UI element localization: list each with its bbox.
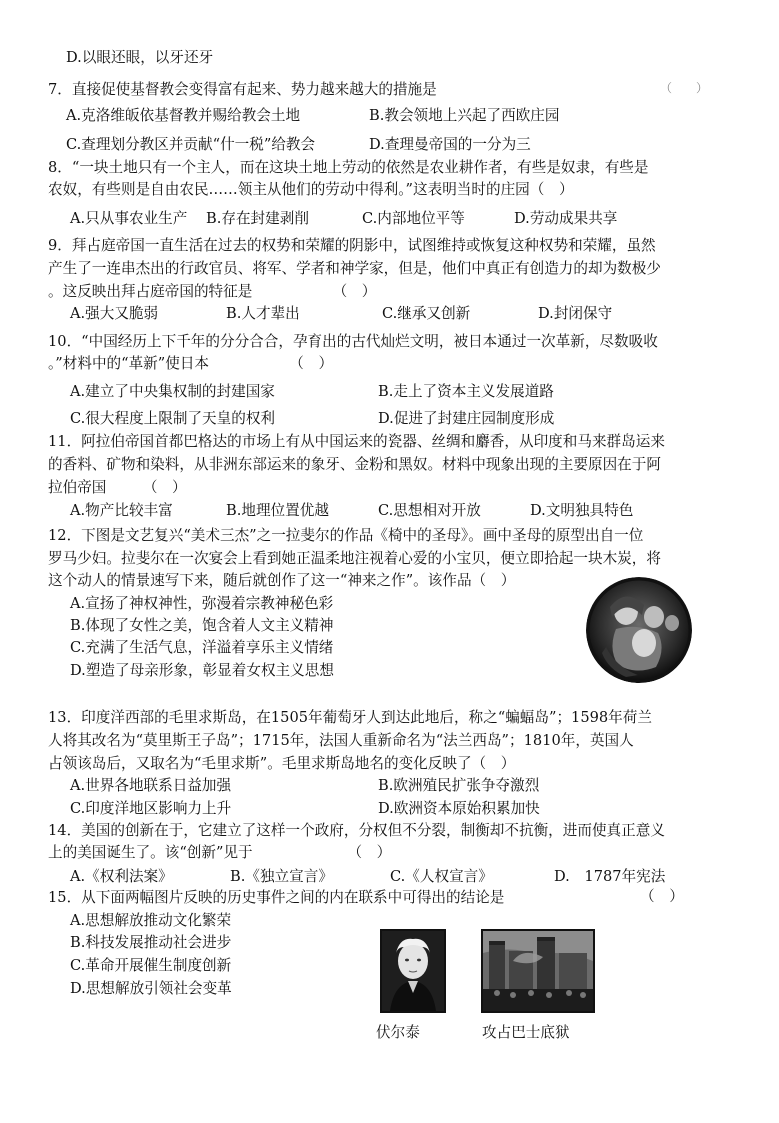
q10-option-c[interactable]: C.很大程度上限制了天皇的权利 — [70, 410, 276, 427]
q11-option-a[interactable]: A.物产比较丰富 — [70, 502, 173, 519]
q15-answer-bracket[interactable]: （ ） — [640, 888, 684, 905]
q8-option-a[interactable]: A.只从事农业生产 — [70, 210, 188, 227]
q12-option-c[interactable]: C.充满了生活气息，洋溢着享乐主义情绪 — [70, 639, 334, 656]
q13-stem-line2: 人将其改名为“莫里斯王子岛”；1715年，法国人重新命名为“法兰西岛”；1810年，英国人 — [48, 732, 634, 749]
q12-stem-line1: 12．下图是文艺复兴“美术三杰”之一拉斐尔的作品《椅中的圣母》。画中圣母的原型出自一位 — [48, 527, 644, 544]
q15-option-d[interactable]: D.思想解放引领社会变革 — [70, 980, 232, 997]
q12-option-a[interactable]: A.宣扬了神权神性，弥漫着宗教神秘色彩 — [70, 595, 334, 612]
q7-option-d[interactable]: D.查理曼帝国的一分为三 — [369, 136, 531, 153]
madonna-painting-image — [586, 577, 692, 683]
q7-answer-bracket[interactable]: （ ） — [660, 81, 709, 95]
q14-option-c[interactable]: C.《人权宣言》 — [390, 868, 493, 885]
q9-option-d[interactable]: D.封闭保守 — [538, 305, 613, 322]
q13-stem-line1: 13．印度洋西部的毛里求斯岛，在1505年葡萄牙人到达此地后，称之“蝙蝠岛”；1598年荷兰 — [48, 709, 652, 726]
bastille-caption: 攻占巴士底狱 — [482, 1024, 570, 1041]
q10-stem-line1: 10．“中国经历上下千年的分分合合，孕育出的古代灿烂文明，被日本通过一次革新，尽数吸收 — [48, 333, 658, 350]
q11-stem-line3: 拉伯帝国 （ ） — [48, 479, 187, 496]
q6-option-d[interactable]: D.以眼还眼，以牙还牙 — [66, 49, 214, 66]
q10-option-a[interactable]: A.建立了中央集权制的封建国家 — [70, 383, 275, 400]
q12-option-d[interactable]: D.塑造了母亲形象，彰显着女权主义思想 — [70, 662, 334, 679]
q9-option-a[interactable]: A.强大又脆弱 — [70, 305, 159, 322]
q13-option-a[interactable]: A.世界各地联系日益加强 — [70, 777, 232, 794]
q11-option-b[interactable]: B.地理位置优越 — [226, 502, 329, 519]
q10-option-d[interactable]: D.促进了封建庄园制度形成 — [378, 410, 555, 427]
q14-option-b[interactable]: B.《独立宣言》 — [230, 868, 333, 885]
q9-option-b[interactable]: B.人才辈出 — [226, 305, 300, 322]
q8-option-b[interactable]: B.存在封建剥削 — [206, 210, 309, 227]
q7-option-a[interactable]: A.克洛维皈依基督教并赐给教会土地 — [66, 107, 301, 124]
q14-option-d[interactable]: D. 1787年宪法 — [554, 868, 666, 885]
q15-stem: 15．从下面两幅图片反映的历史事件之间的内在联系中可得出的结论是 — [48, 889, 505, 906]
q13-option-d[interactable]: D.欧洲资本原始积累加快 — [378, 800, 540, 817]
q10-stem-line2: 。”材料中的“革新”使日本 （ ） — [48, 355, 334, 372]
q12-option-b[interactable]: B.体现了女性之美，饱含着人文主义精神 — [70, 617, 334, 634]
q9-option-c[interactable]: C.继承又创新 — [382, 305, 471, 322]
q11-stem-line2: 的香料、矿物和染料，从非洲东部运来的象牙、金粉和黑奴。材料中现象出现的主要原因在于阿 — [48, 456, 661, 473]
bastille-storming-image — [481, 929, 595, 1013]
q9-stem-line3: 。这反映出拜占庭帝国的特征是 （ ） — [48, 283, 377, 300]
voltaire-caption: 伏尔泰 — [376, 1024, 420, 1041]
q8-option-d[interactable]: D.劳动成果共享 — [514, 210, 618, 227]
voltaire-portrait-image — [380, 929, 446, 1013]
q13-option-b[interactable]: B.欧洲殖民扩张争夺激烈 — [378, 777, 540, 794]
q15-option-b[interactable]: B.科技发展推动社会进步 — [70, 934, 232, 951]
q9-stem-line2: 产生了一连串杰出的行政官员、将军、学者和神学家，但是，他们中真正有创造力的却为数极少 — [48, 260, 661, 277]
q7-option-b[interactable]: B.教会领地上兴起了西欧庄园 — [369, 107, 560, 124]
q11-stem-line1: 11．阿拉伯帝国首都巴格达的市场上有从中国运来的瓷器、丝绸和麝香，从印度和马来群岛运来 — [48, 433, 665, 450]
q12-stem-line2: 罗马少妇。拉斐尔在一次宴会上看到她正温柔地注视着心爱的小宝贝，便立即拾起一块木炭，将 — [48, 550, 661, 567]
q15-option-c[interactable]: C.革命开展催生制度创新 — [70, 957, 232, 974]
q10-option-b[interactable]: B.走上了资本主义发展道路 — [378, 383, 554, 400]
q8-stem-line2: 农奴，有些则是自由农民……领主从他们的劳动中得利。”这表明当时的庄园（ ） — [48, 181, 574, 198]
q12-stem-line3: 这个动人的情景速写下来，随后就创作了这一“神来之作”。该作品（ ） — [48, 572, 516, 589]
q11-option-d[interactable]: D.文明独具特色 — [530, 502, 634, 519]
q13-stem-line3: 占领该岛后，又取名为“毛里求斯”。毛里求斯岛地名的变化反映了（ ） — [48, 755, 516, 772]
q9-stem-line1: 9．拜占庭帝国一直生活在过去的权势和荣耀的阴影中，试图维持或恢复这种权势和荣耀，虽然 — [48, 237, 656, 254]
q15-option-a[interactable]: A.思想解放推动文化繁荣 — [70, 912, 232, 929]
q14-stem-line2: 上的美国诞生了。该“创新”见于 （ ） — [48, 844, 392, 861]
q7-stem: 7．直接促使基督教会变得富有起来、势力越来越大的措施是 — [48, 81, 437, 98]
q11-option-c[interactable]: C.思想相对开放 — [378, 502, 481, 519]
q14-option-a[interactable]: A.《权利法案》 — [70, 868, 173, 885]
q8-option-c[interactable]: C.内部地位平等 — [362, 210, 465, 227]
q7-option-c[interactable]: C.查理划分教区并贡献“什一税”给教会 — [66, 136, 316, 153]
q14-stem-line1: 14．美国的创新在于，它建立了这样一个政府，分权但不分裂，制衡却不抗衡，进而使真正意义 — [48, 822, 665, 839]
q13-option-c[interactable]: C.印度洋地区影响力上升 — [70, 800, 232, 817]
q8-stem-line1: 8．“一块土地只有一个主人，而在这块土地上劳动的依然是农业耕作者，有些是奴隶，有些是 — [48, 159, 649, 176]
